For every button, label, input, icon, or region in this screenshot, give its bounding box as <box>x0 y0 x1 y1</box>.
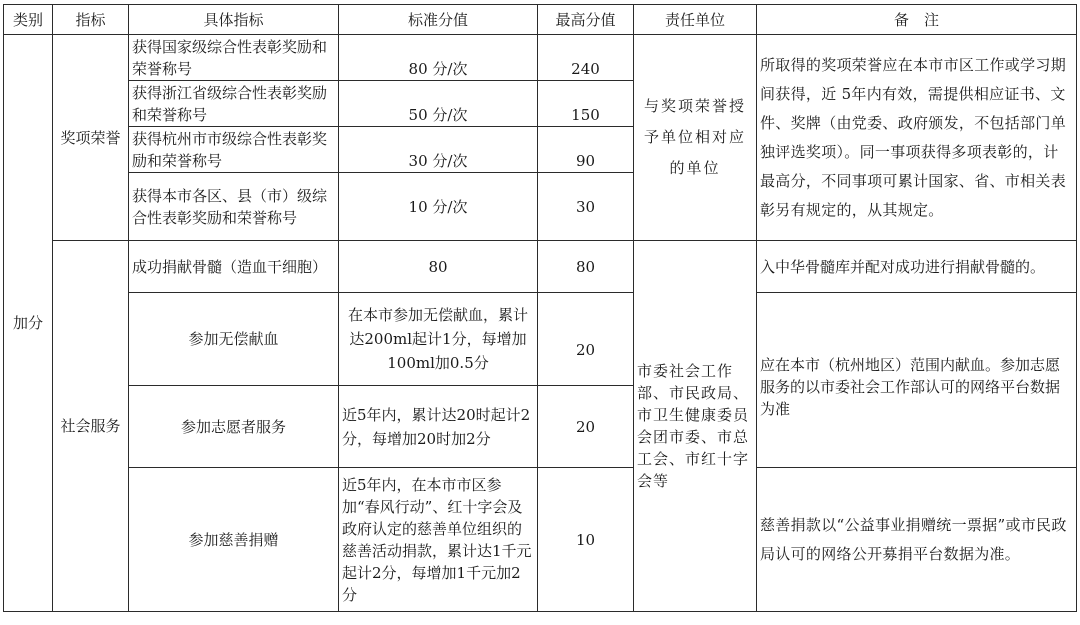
standard-cell: 近5年内，在本市市区参加“春风行动”、红十字会及政府认定的慈善单位组织的慈善活动捐款，累计达1千元起计2分，每增加1千元加2分 <box>339 468 538 612</box>
table-row <box>4 241 1077 293</box>
table-row <box>4 468 1077 612</box>
item-cell: 成功捐献骨髓（造血干细胞） <box>129 241 339 293</box>
max-cell: 80 <box>538 241 634 293</box>
item-cell: 获得国家级综合性表彰奖励和荣誉称号 <box>129 35 339 81</box>
item-cell: 获得杭州市市级综合性表彰奖励和荣誉称号 <box>129 127 339 173</box>
max-cell: 20 <box>538 293 634 386</box>
header-max-score: 最高分值 <box>538 5 634 35</box>
max-cell: 30 <box>538 173 634 241</box>
indicator-service: 社会服务 <box>53 241 129 612</box>
max-cell: 90 <box>538 127 634 173</box>
header-remarks: 备 注 <box>757 5 1077 35</box>
note-cell: 慈善捐款以“公益事业捐赠统一票据”或市民政局认可的网络公开募捐平台数据为准。 <box>757 468 1077 612</box>
note-cell: 入中华骨髓库并配对成功进行捐献骨髓的。 <box>757 241 1077 293</box>
standard-cell: 80 <box>339 241 538 293</box>
max-cell: 10 <box>538 468 634 612</box>
table-row <box>4 293 1077 386</box>
responsible-unit-awards: 与奖项荣誉授予单位相对应的单位 <box>634 35 757 241</box>
item-cell: 获得浙江省级综合性表彰奖励和荣誉称号 <box>129 81 339 127</box>
item-cell: 参加慈善捐赠 <box>129 468 339 612</box>
policy-table <box>3 4 1077 612</box>
header-responsible-unit: 责任单位 <box>634 5 757 35</box>
header-specific-indicator: 具体指标 <box>129 5 339 35</box>
indicator-awards: 奖项荣誉 <box>53 35 129 241</box>
category-cell: 加分 <box>4 35 53 612</box>
header-row <box>4 5 1077 35</box>
standard-cell: 50 分/次 <box>339 81 538 127</box>
table-row <box>4 35 1077 81</box>
item-cell: 获得本市各区、县（市）级综合性表彰奖励和荣誉称号 <box>129 173 339 241</box>
standard-cell: 80 分/次 <box>339 35 538 81</box>
note-cell: 应在本市（杭州地区）范围内献血。参加志愿服务的以市委社会工作部认可的网络平台数据为准 <box>757 293 1077 468</box>
item-cell: 参加志愿者服务 <box>129 386 339 468</box>
header-category: 类别 <box>4 5 53 35</box>
item-cell: 参加无偿献血 <box>129 293 339 386</box>
note-awards: 所取得的奖项荣誉应在本市市区工作或学习期间获得，近 5年内有效，需提供相应证书、文件、奖牌（由党委、政府颁发，不包括部门单独评选奖项）。同一事项获得多项表彰的，计最高分，不同事项可累计国家、省、市相关表彰另有规定的，从其规定。 <box>757 35 1077 241</box>
standard-cell: 近5年内，累计达20时起计2分，每增加20时加2分 <box>339 386 538 468</box>
standard-cell: 在本市参加无偿献血，累计达200ml起计1分，每增加100ml加0.5分 <box>339 293 538 386</box>
standard-cell: 30 分/次 <box>339 127 538 173</box>
responsible-unit-service: 市委社会工作部、市民政局、市卫生健康委员会团市委、市总工会、市红十字会等 <box>634 241 757 612</box>
max-cell: 150 <box>538 81 634 127</box>
standard-cell: 10 分/次 <box>339 173 538 241</box>
max-cell: 20 <box>538 386 634 468</box>
header-indicator: 指标 <box>53 5 129 35</box>
max-cell: 240 <box>538 35 634 81</box>
header-standard-score: 标准分值 <box>339 5 538 35</box>
